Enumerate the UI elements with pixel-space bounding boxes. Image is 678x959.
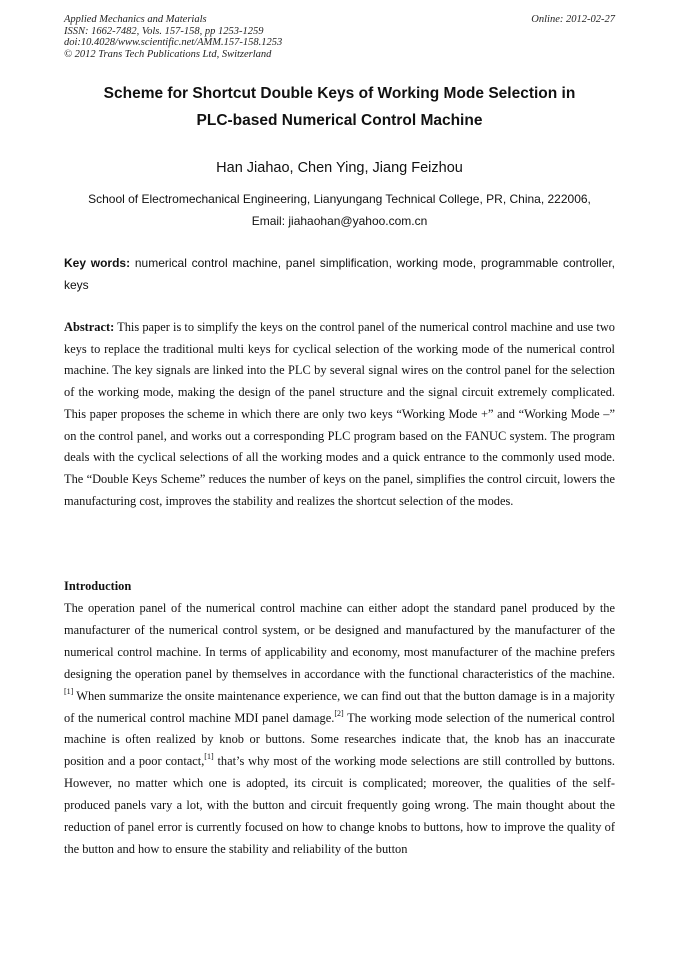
- online-date: Online: 2012-02-27: [531, 14, 615, 25]
- intro-text-4: that’s why most of the working mode selections are still controlled by buttons. However, no matter which one is adopted, its circuit is complicated; moreover, the qualities of the self-produced panels vary a lot, with the button and circuit frequently going wrong. The main thought about the reduction of panel error is currently focused on how to change knobs to buttons, how to improve the quality of the button and how to ensure the stability and reliability of the button: [64, 754, 615, 856]
- title-line-1: Scheme for Shortcut Double Keys of Working Mode Selection in: [103, 85, 576, 102]
- abstract-label: Abstract:: [64, 320, 115, 334]
- journal-header: [64, 14, 615, 60]
- intro-text-3: The working mode selection of the numerical control machine is often realized by knob or buttons. Some researches indicate that, the knob has an inaccurate position and a poor contact,: [64, 710, 616, 769]
- copyright-line: © 2012 Trans Tech Publications Ltd, Switzerland: [64, 48, 272, 60]
- keywords-text: numerical control machine, panel simplification, working mode, programmable controller, keys: [64, 256, 615, 292]
- keywords-label: Key words:: [64, 256, 131, 270]
- citation-ref: [1]: [64, 686, 74, 696]
- title-line-2: PLC-based Numerical Control Machine: [196, 112, 483, 129]
- abstract-text: This paper is to simplify the keys on the control panel of the numerical control machine and use two keys to replace the traditional multi keys for cyclical selection of the working mode of the numerical control machine. The key signals are linked into the PLC by several signal wires on the control panel for the selection of the working mode, making the design of the panel structure and the signal circuit extremely complicated. This paper proposes the scheme in which there are only two keys “Working Mode +” and “Working Mode –” on the control panel, and works out a corresponding PLC program based on the FANUC system. The program deals with the cyclical selections of all the working modes and a quick entrance to the commonly used mode. The “Double Keys Scheme” reduces the number of keys on the panel, simplifies the control circuit, lowers the manufacturing cost, improves the stability and realizes the shortcut selection of the modes.: [64, 320, 616, 508]
- intro-text-1: The operation panel of the numerical control machine can either adopt the standard panel produced by the manufacturer of the numerical control system, or be designed and manufactured by the manufacturer of the numerical control machine. In terms of applicability and economy, most manufacturer of the machine prefers designing the operation panel by themselves in accordance with the functional characteristics of the machine.: [64, 601, 615, 681]
- introduction-paragraph: [64, 598, 615, 861]
- affiliation: School of Electromechanical Engineering, Lianyungang Technical College, PR, China, 222006,: [88, 192, 591, 206]
- citation-ref: [2]: [334, 708, 344, 718]
- affiliation-block: [64, 188, 615, 232]
- intro-text-2: When summarize the onsite maintenance experience, we can find out that the button damage is in a majority of the numerical control machine MDI panel damage.: [64, 688, 615, 725]
- doi-line: doi:10.4028/www.scientific.net/AMM.157-158.1253: [64, 37, 283, 48]
- author-list: Han Jiahao, Chen Ying, Jiang Feizhou: [216, 160, 463, 176]
- journal-name: Applied Mechanics and Materials: [64, 14, 207, 25]
- paper-title: [64, 80, 615, 134]
- abstract-paragraph: [64, 317, 615, 512]
- email: Email: jiahaohan@yahoo.com.cn: [251, 214, 428, 228]
- introduction-heading: Introduction: [64, 579, 132, 593]
- citation-ref: [1]: [204, 752, 214, 762]
- keywords-paragraph: [64, 252, 615, 296]
- issn-line: ISSN: 1662-7482, Vols. 157-158, pp 1253-1259: [64, 25, 264, 37]
